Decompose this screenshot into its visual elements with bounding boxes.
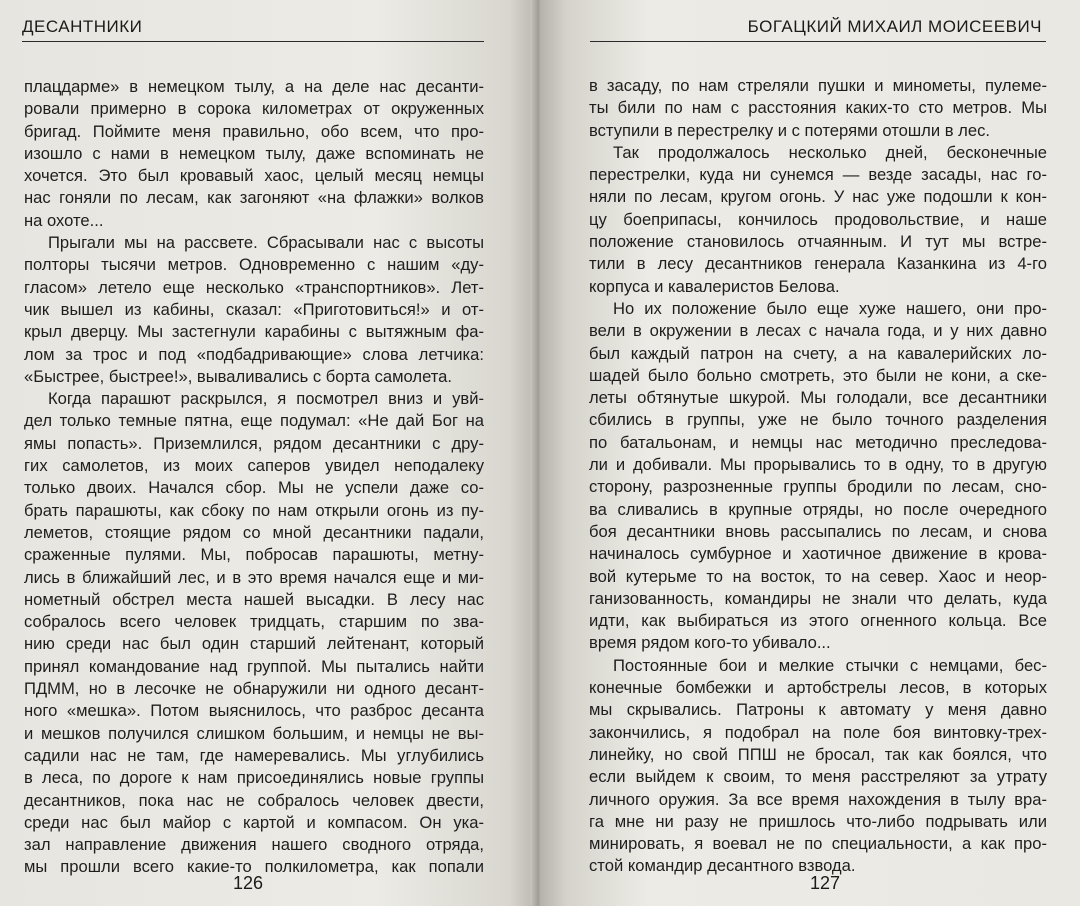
text-line: вступили в перестрелку и с потерями отошли в лес. xyxy=(589,120,990,140)
text-line: ва сливались в крупные отряды, но после очередного xyxy=(589,499,1047,519)
text-line: мы прошли всего какие-то полкилометра, как попали xyxy=(24,857,484,877)
text-line: если выйдем к своим, то меня расстреляют за утрату xyxy=(589,767,1047,787)
text-line: гих самолетов, из моих саперов увидел неподалеку xyxy=(24,456,484,476)
text-line: корпуса и кавалеристов Белова. xyxy=(589,276,840,296)
text-line: леты обтянутые шкурой. Мы голодали, все десантники xyxy=(589,388,1047,408)
text-line: линейку, но свой ППШ не бросал, так как боялся, что xyxy=(589,744,1047,764)
text-line: только двоих. Начался сбор. Мы не успели даже со- xyxy=(24,478,484,498)
text-line: лись в ближайший лес, и в это время начался еще и ми- xyxy=(24,567,484,587)
text-line: бригад. Поймите меня правильно, обо всем, что про- xyxy=(24,121,484,141)
text-line: стой командир десантного взвода. xyxy=(589,856,856,876)
text-line: нию среди нас был один старший лейтенант, который xyxy=(24,634,484,654)
text-line: сраженные пулями. Мы, побросав парашюты, метну- xyxy=(24,545,484,565)
text-line: вели в окружении в лесах с начала года, и у них давно xyxy=(589,321,1047,341)
text-line: перестрелки, куда ни сунемся — везде засады, нас го- xyxy=(589,165,1047,185)
right-page-number: 127 xyxy=(810,873,841,893)
text-line: боя десантники вновь рассыпались по лесам, и снова xyxy=(589,521,1047,541)
text-line: Постоянные бои и мелкие стычки с немцами, бес- xyxy=(613,655,1047,675)
text-line: лом за трос и под «подбадривающие» слова летчика: xyxy=(24,344,484,364)
text-line: ного «мешка». Потом выяснилось, что разброс десанта xyxy=(24,701,484,721)
text-line: идти, как выбираться из этого огненного кольца. Все xyxy=(589,611,1047,631)
text-line: ровали примерно в сорока километрах от окруженных xyxy=(24,99,484,119)
text-line: хочется. Это был кровавый хаос, целый месяц немцы xyxy=(24,166,484,186)
text-line: ПДММ, но в лесочке не обнаружили ни одного десант- xyxy=(24,679,484,699)
text-line: закончились, я подобрал на поле боя винтовку-трех- xyxy=(589,722,1047,742)
text-line: среди нас был майор с картой и компасом. Он ука- xyxy=(24,812,484,832)
right-body-text xyxy=(589,75,1047,878)
right-header-rule xyxy=(590,41,1046,42)
text-line: сбились в группы, уже не было точного разделения xyxy=(589,410,1047,430)
text-line: полторы тысячи метров. Одновременно с нашим «ду- xyxy=(24,255,484,275)
left-header-rule xyxy=(22,41,484,42)
text-line: ямы попасть». Приземлился, рядом десантники с дру- xyxy=(24,433,484,453)
text-line: положение становилось отчаянным. И тут мы встре- xyxy=(589,232,1047,252)
text-line: плацдарме» в немецком тылу, а на деле нас десанти- xyxy=(24,77,484,96)
text-line: вой кутерьме то на восток, то на север. Хаос и неор- xyxy=(589,566,1047,586)
text-line: садили нас не там, где намеревались. Мы углубились xyxy=(24,745,484,765)
text-line: леметов, стоящие рядом со мной десантники падали, xyxy=(24,522,484,542)
text-line: сторону, разрозненные группы бродили по лесам, сно- xyxy=(589,477,1047,497)
text-line: няли по лесам, кругом огонь. У нас уже подошли к кон- xyxy=(589,187,1047,207)
text-line: брать парашюты, как сбоку по нам открыли огонь из пу- xyxy=(24,500,484,520)
text-line: время рядом кого-то убивало... xyxy=(589,633,831,653)
text-line: личного оружия. За все время нахождения в тылу вра- xyxy=(589,789,1047,809)
text-line: в леса, по дороге к нам присоединялись новые группы xyxy=(24,768,484,788)
left-body-text xyxy=(24,76,484,879)
text-line: зал направление движения нашего сводного отряда, xyxy=(24,835,484,855)
text-line: нометный обстрел места нашей высадки. В лесу нас xyxy=(24,589,484,609)
text-line: изошло с нами в немецком тылу, даже вспоминать не xyxy=(24,143,484,163)
text-line: минировать, я воевал не по специальности, а как про- xyxy=(589,834,1047,854)
left-page xyxy=(0,0,536,906)
text-line: принял командование над группой. Мы пытались найти xyxy=(24,656,484,676)
text-line: по батальонам, и немцы нас методично преследова- xyxy=(589,432,1047,452)
text-line: десантников, пока нас не собралось человек двести, xyxy=(24,790,484,810)
text-line: Так продолжалось несколько дней, бесконечные xyxy=(613,142,1047,162)
text-line: ты били по нам с расстояния каких-то сто метров. Мы xyxy=(589,98,1047,118)
text-line: начиналось сумбурное и хаотичное движение в крова- xyxy=(589,544,1047,564)
text-line: был каждый патрон на счету, а на кавалерийских ло- xyxy=(589,343,1047,363)
text-line: Но их положение было еще хуже нашего, они про- xyxy=(613,298,1047,318)
text-line: Прыгали мы на рассвете. Сбрасывали нас с высоты xyxy=(48,233,484,253)
text-line: «Быстрее, быстрее!», вываливались с борта самолета. xyxy=(24,366,453,386)
text-line: цу боеприпасы, кончилось продовольствие, и наше xyxy=(589,209,1047,229)
text-line: тили в лесу десантников генерала Казанкина из 4-го xyxy=(589,254,1047,274)
text-line: га мне ни разу не пришлось что-либо подрывать или xyxy=(589,811,1047,831)
text-line: Когда парашют раскрылся, я посмотрел вниз и увй- xyxy=(48,389,484,409)
left-running-header: ДЕСАНТНИКИ xyxy=(22,17,143,36)
text-line: на охоте... xyxy=(24,210,104,230)
left-page-number: 126 xyxy=(233,873,264,893)
text-line: собралось всего человек тридцать, старшим по зва- xyxy=(24,612,484,632)
text-line: нас гоняли по лесам, как загоняют «на флажки» волков xyxy=(24,188,484,208)
text-line: ганизованность, командиры не знали что делать, куда xyxy=(589,588,1047,608)
text-line: конечные бомбежки и артобстрелы лесов, в которых xyxy=(589,678,1047,698)
text-line: гласом» летело еще несколько «транспортников». Лет- xyxy=(24,277,484,297)
text-line: мы скрывались. Патроны к автомату у меня давно xyxy=(589,700,1047,720)
text-line: крыл дверцу. Мы застегнули карабины с вытяжным фа- xyxy=(24,322,484,342)
text-line: в засаду, по нам стреляли пушки и минометы, пулеме- xyxy=(589,76,1047,95)
text-line: дел только темные пятна, еще подумал: «Не дай Бог на xyxy=(24,411,484,431)
right-page xyxy=(540,0,1080,906)
right-running-header: БОГАЦКИЙ МИХАИЛ МОИСЕЕВИЧ xyxy=(747,17,1042,36)
text-line: шадей было больно смотреть, это были не кони, а ске- xyxy=(589,365,1047,385)
text-line: и мешков получился слишком большим, и немцы не вы- xyxy=(24,723,484,743)
text-line: чик вышел из кабины, сказал: «Приготовиться!» и от- xyxy=(24,299,484,319)
text-line: ли и добивали. Мы прорывались то в одну, то в другую xyxy=(589,455,1047,475)
